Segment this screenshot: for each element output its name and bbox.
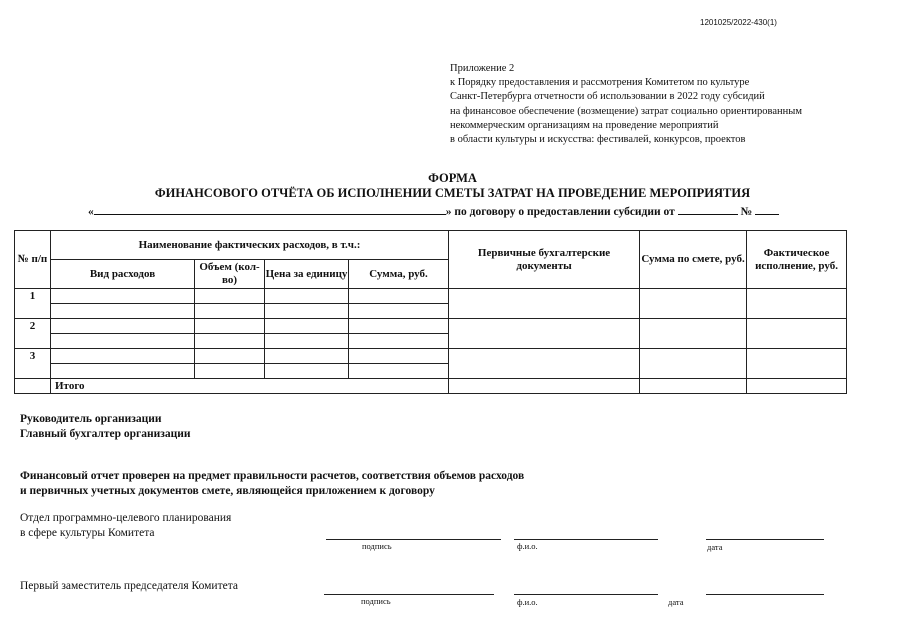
cell[interactable] bbox=[51, 364, 195, 379]
cell[interactable] bbox=[195, 304, 265, 319]
cell[interactable] bbox=[51, 289, 195, 304]
cell[interactable] bbox=[349, 319, 449, 334]
appendix-line: в области культуры и искусства: фестивалей, конкурсов, проектов bbox=[450, 134, 746, 146]
cell[interactable] bbox=[51, 334, 195, 349]
cell bbox=[15, 379, 51, 394]
department-label bbox=[20, 511, 231, 541]
total-row bbox=[15, 379, 847, 394]
verification-statement bbox=[20, 469, 524, 499]
table-row bbox=[15, 289, 847, 304]
cell[interactable] bbox=[349, 349, 449, 364]
cell[interactable] bbox=[51, 319, 195, 334]
header-sum: Сумма, руб. bbox=[349, 260, 449, 289]
cell[interactable] bbox=[265, 289, 349, 304]
cell[interactable] bbox=[195, 289, 265, 304]
header-number: № п/п bbox=[15, 231, 51, 289]
cell[interactable] bbox=[640, 289, 747, 319]
cell[interactable] bbox=[195, 349, 265, 364]
header-actual: Фактическое исполнение, руб. bbox=[747, 231, 847, 289]
header-estimate-sum: Сумма по смете, руб. bbox=[640, 231, 747, 289]
form-title: ФОРМА bbox=[428, 171, 477, 185]
caption-date: дата bbox=[707, 542, 723, 552]
chief-accountant: Главный бухгалтер организации bbox=[20, 428, 191, 440]
verification-line: и первичных учетных документов смете, являющейся приложением к договору bbox=[20, 485, 435, 497]
cell[interactable] bbox=[51, 304, 195, 319]
cell[interactable] bbox=[265, 334, 349, 349]
cell[interactable] bbox=[265, 364, 349, 379]
appendix-line: некоммерческим организациям на проведение мероприятий bbox=[450, 119, 719, 131]
cell[interactable] bbox=[747, 289, 847, 319]
appendix-line: Санкт-Петербурга отчетности об использовании в 2022 году субсидий bbox=[450, 91, 765, 103]
cell[interactable] bbox=[265, 349, 349, 364]
cell[interactable] bbox=[747, 349, 847, 379]
row-number: 2 bbox=[15, 319, 51, 349]
cell[interactable] bbox=[265, 319, 349, 334]
contract-line bbox=[88, 203, 779, 218]
name-line[interactable] bbox=[514, 594, 658, 595]
caption-name: ф.и.о. bbox=[517, 597, 538, 607]
cell[interactable] bbox=[265, 304, 349, 319]
header-primary-docs: Первичные бухгалтерские документы bbox=[449, 231, 640, 289]
caption-signature: подпись bbox=[361, 596, 391, 606]
cell[interactable] bbox=[640, 379, 747, 394]
expense-report-table bbox=[14, 230, 847, 394]
date-line[interactable] bbox=[706, 594, 824, 595]
signature-line[interactable] bbox=[326, 539, 501, 540]
cell[interactable] bbox=[747, 319, 847, 349]
deputy-chair-label: Первый заместитель председателя Комитета bbox=[20, 580, 238, 592]
cell[interactable] bbox=[747, 379, 847, 394]
header-expense-type: Вид расходов bbox=[51, 260, 195, 289]
cell[interactable] bbox=[640, 349, 747, 379]
caption-signature: подпись bbox=[362, 541, 392, 551]
cell[interactable] bbox=[195, 319, 265, 334]
cell[interactable] bbox=[449, 319, 640, 349]
number-sign: № bbox=[740, 206, 753, 218]
header-expense-group: Наименование фактических расходов, в т.ч.: bbox=[51, 231, 449, 260]
cell[interactable] bbox=[640, 319, 747, 349]
header-volume: Объем (кол-во) bbox=[195, 260, 265, 289]
date-line[interactable] bbox=[706, 539, 824, 540]
department-line: Отдел программно-целевого планирования bbox=[20, 512, 232, 524]
form-subtitle: ФИНАНСОВОГО ОТЧЁТА ОБ ИСПОЛНЕНИИ СМЕТЫ ЗАТРАТ НА ПРОВЕДЕНИЕ МЕРОПРИЯТИЯ bbox=[154, 186, 751, 200]
table-row bbox=[15, 349, 847, 364]
appendix-header bbox=[450, 62, 802, 147]
contract-number-blank bbox=[755, 203, 779, 215]
appendix-line: Приложение 2 bbox=[450, 63, 515, 74]
cell[interactable] bbox=[449, 289, 640, 319]
cell[interactable] bbox=[349, 364, 449, 379]
caption-name: ф.и.о. bbox=[517, 541, 538, 551]
appendix-line: к Порядку предоставления и рассмотрения Комитетом по культуре bbox=[450, 77, 750, 89]
event-name-blank bbox=[94, 203, 446, 215]
row-number: 3 bbox=[15, 349, 51, 379]
document-id: 1201025/2022-430(1) bbox=[700, 18, 777, 27]
open-quote: « bbox=[88, 206, 94, 218]
signature-line[interactable] bbox=[324, 594, 494, 595]
appendix-line: на финансовое обеспечение (возмещение) затрат социально ориентированным bbox=[450, 105, 802, 117]
cell[interactable] bbox=[349, 334, 449, 349]
header-unit-price: Цена за единицу bbox=[265, 260, 349, 289]
contract-date-blank bbox=[678, 203, 738, 215]
table-row bbox=[15, 319, 847, 334]
department-line: в сфере культуры Комитета bbox=[20, 527, 155, 539]
row-number: 1 bbox=[15, 289, 51, 319]
name-line[interactable] bbox=[514, 539, 658, 540]
contract-text: » по договору о предоставлении субсидии от bbox=[445, 206, 675, 218]
cell[interactable] bbox=[349, 304, 449, 319]
head-of-organization: Руководитель организации bbox=[20, 413, 162, 425]
cell[interactable] bbox=[449, 379, 640, 394]
cell[interactable] bbox=[449, 349, 640, 379]
cell[interactable] bbox=[349, 289, 449, 304]
cell[interactable] bbox=[51, 349, 195, 364]
verification-line: Финансовый отчет проверен на предмет правильности расчетов, соответствия объемов расходов bbox=[20, 470, 525, 482]
caption-date: дата bbox=[668, 597, 684, 607]
total-label: Итого bbox=[51, 379, 449, 394]
signatories bbox=[20, 412, 191, 442]
cell[interactable] bbox=[195, 334, 265, 349]
cell[interactable] bbox=[195, 364, 265, 379]
